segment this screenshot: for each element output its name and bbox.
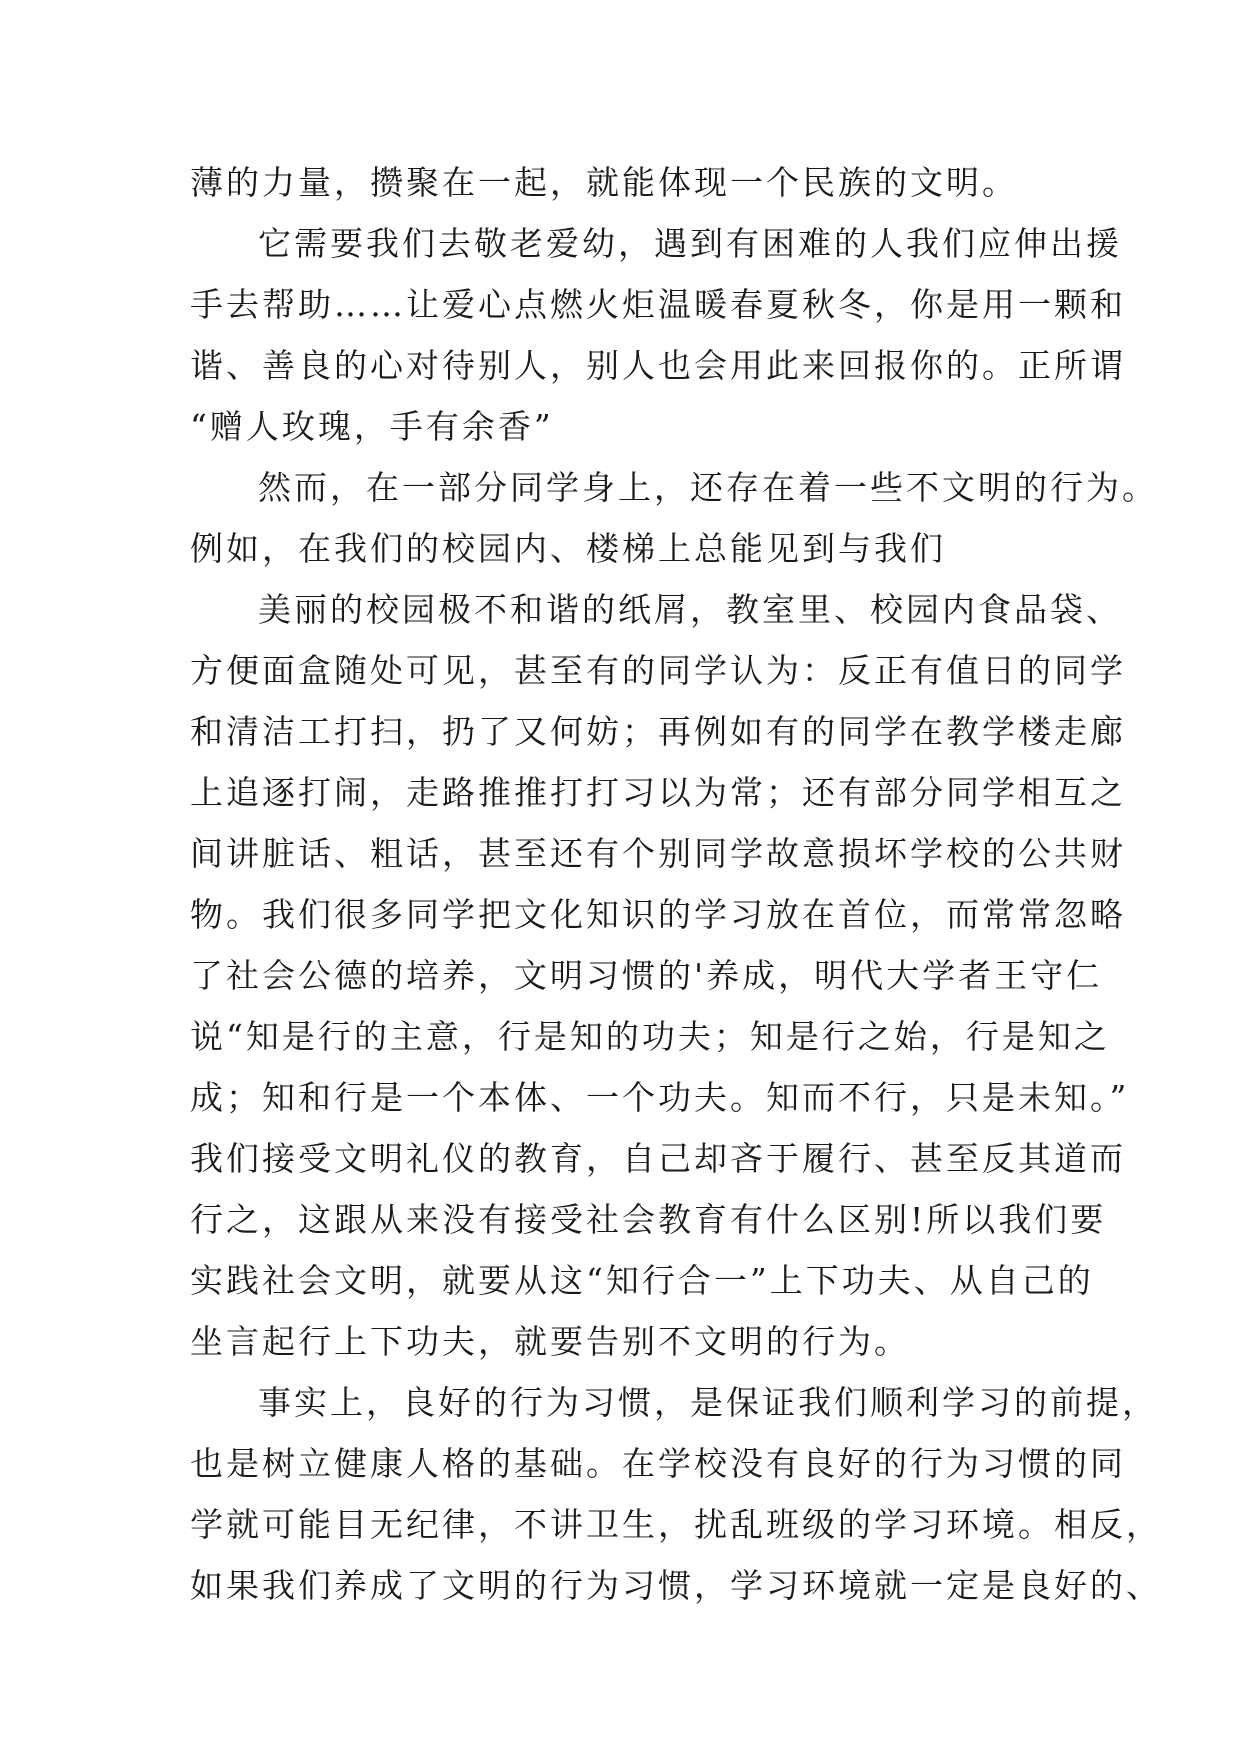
text-line: 如果我们养成了文明的行为习惯，学习环境就一定是良好的、 bbox=[190, 1566, 1162, 1605]
text-line: 行之，这跟从来没有接受社会教育有什么区别!所以我们要 bbox=[190, 1200, 1107, 1239]
text-line: 实践社会文明，就要从这“知行合一”上下功夫、从自己的 bbox=[190, 1261, 1094, 1300]
text-line: 说“知是行的主意，行是知的功夫；知是行之始，行是知之 bbox=[190, 1017, 1110, 1056]
text-line: 薄的力量，攒聚在一起，就能体现一个民族的文明。 bbox=[190, 163, 1018, 202]
paragraph-first-line: 然而，在一部分同学身上，还存在着一些不文明的行为。 bbox=[258, 468, 1158, 507]
text-line: 我们接受文明礼仪的教育，自己却吝于履行、甚至反其道而 bbox=[190, 1139, 1126, 1178]
text-line: 也是树立健康人格的基础。在学校没有良好的行为习惯的同 bbox=[190, 1444, 1126, 1483]
paragraph-first-line: 事实上，良好的行为习惯，是保证我们顺利学习的前提， bbox=[258, 1383, 1158, 1422]
text-line: 坐言起行上下功夫，就要告别不文明的行为。 bbox=[190, 1322, 910, 1361]
paragraph-first-line: 美丽的校园极不和谐的纸屑，教室里、校园内食品袋、 bbox=[258, 590, 1122, 629]
text-line: 物。我们很多同学把文化知识的学习放在首位，而常常忽略 bbox=[190, 895, 1126, 934]
text-line: “赠人玫瑰，手有余香” bbox=[190, 407, 554, 446]
text-line: 间讲脏话、粗话，甚至还有个别同学故意损坏学校的公共财 bbox=[190, 834, 1126, 873]
paragraph-first-line: 它需要我们去敬老爱幼，遇到有困难的人我们应伸出援 bbox=[258, 224, 1122, 263]
text-line: 了社会公德的培养，文明习惯的'养成，明代大学者王守仁 bbox=[190, 956, 1103, 995]
text-line: 和清洁工打扫，扔了又何妨；再例如有的同学在教学楼走廊 bbox=[190, 712, 1126, 751]
text-line: 学就可能目无纪律，不讲卫生，扰乱班级的学习环境。相反， bbox=[190, 1505, 1162, 1544]
text-line: 成；知和行是一个本体、一个功夫。知而不行，只是未知。” bbox=[190, 1078, 1130, 1117]
text-line: 上追逐打闹，走路推推打打习以为常；还有部分同学相互之 bbox=[190, 773, 1126, 812]
text-line: 谐、善良的心对待别人，别人也会用此来回报你的。正所谓 bbox=[190, 346, 1126, 385]
text-line: 例如，在我们的校园内、楼梯上总能见到与我们 bbox=[190, 529, 946, 568]
text-line: 手去帮助……让爱心点燃火炬温暖春夏秋冬，你是用一颗和 bbox=[190, 285, 1126, 324]
text-line: 方便面盒随处可见，甚至有的同学认为：反正有值日的同学 bbox=[190, 651, 1126, 690]
document-body bbox=[190, 152, 1162, 1616]
